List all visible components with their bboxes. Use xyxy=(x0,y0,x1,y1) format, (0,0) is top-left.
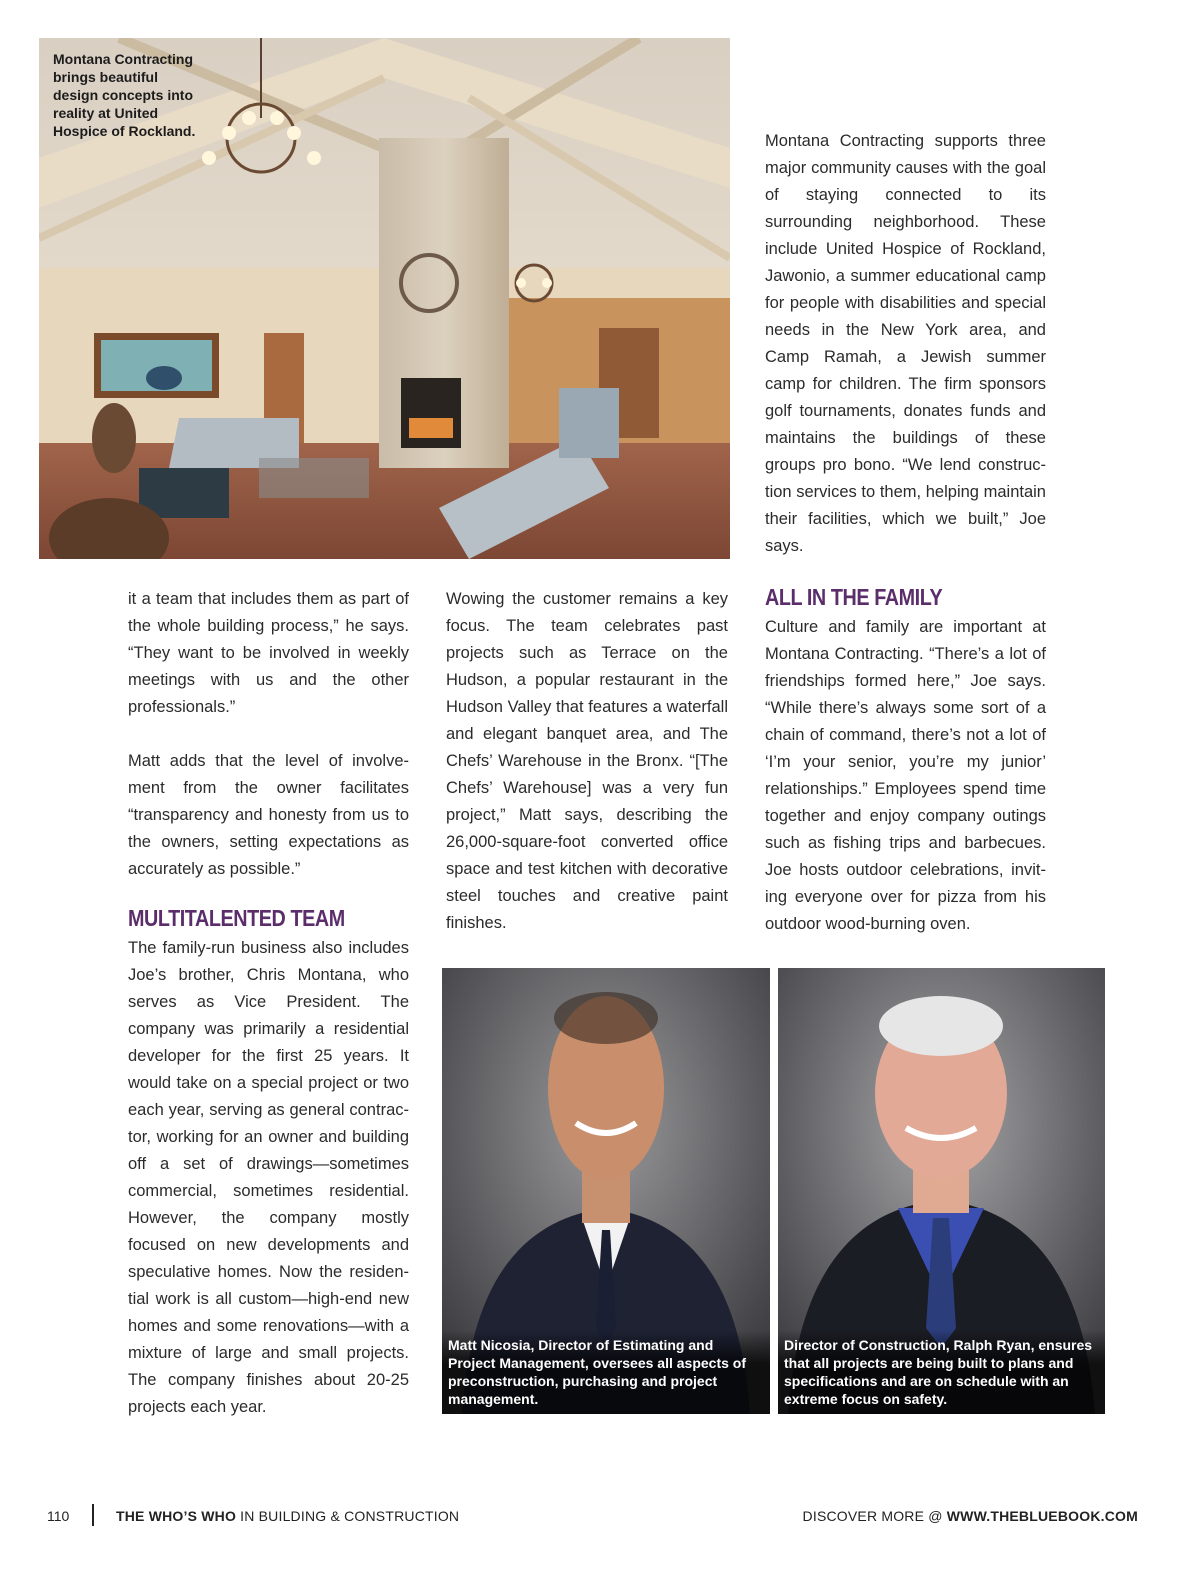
page-footer xyxy=(0,1500,1200,1532)
left-column xyxy=(128,586,409,1421)
all-in-the-family-heading: ALL IN THE FAMILY xyxy=(765,584,943,610)
middle-column xyxy=(446,586,728,937)
portrait-ralph-caption: Director of Construction, Ralph Ryan, ensures that all projects are being built to plans and specifications and are on schedule with an extreme focus on safety. xyxy=(778,1330,1105,1414)
right-column xyxy=(765,582,1046,938)
multitalented-team-heading: MULTITALENTED TEAM xyxy=(128,905,345,931)
publication-title xyxy=(116,1508,459,1524)
right-top-column xyxy=(765,128,1046,560)
discover-more-label: DISCOVER MORE @ xyxy=(802,1508,947,1524)
portrait-matt-nicosia xyxy=(442,968,770,1414)
left-paragraph-2: Matt adds that the level of involvement from the owner facilitates “transparency and honesty from us to the owners, setting expectations as accurately as possible.” xyxy=(128,752,409,878)
portrait-matt-caption: Matt Nicosia, Director of Estimating and Project Management, oversees all aspects of preconstruction, purchasing and project management. xyxy=(442,1330,770,1414)
lobby-photo xyxy=(39,38,730,559)
lobby-photo-caption: Montana Contracting brings beautiful design concepts into reality at United Hospice of Rockland. xyxy=(53,51,196,139)
portrait-ralph-ryan xyxy=(778,968,1105,1414)
middle-paragraph-1: Wowing the customer remains a key focus. The team celebrates past projects such as Terrace on the Hudson, a popular restaurant in the Hudson Valley that features a waterfall and elegant banquet area, and The Chefs’ Warehouse in the Bronx. “[The Chefs’ Warehouse] was a very fun project,” Matt says, describing the 26,000-square-foot converted office space and test kitchen with decorative steel touches and creative paint finishes. xyxy=(446,590,728,932)
publication-title-rest: IN BUILDING & CONSTRUCTION xyxy=(236,1508,460,1524)
left-paragraph-3: The family-run business also includes Joe’s brother, Chris Montana, who serves as Vice President. The company was primarily a residential developer for the first 25 years. It would take on a special project or two each year, serving as general contractor, working for an owner and building off a set of drawings—sometimes commercial, sometimes residential. However, the company mostly focused on new developments and speculative homes. Now the residential work is all custom—high-end new homes and some renovations—with a mixture of large and small projects. The company finishes about 20-25 projects each year. xyxy=(128,939,409,1416)
discover-more xyxy=(803,1508,1138,1524)
website-link[interactable]: WWW.THEBLUEBOOK.COM xyxy=(946,1508,1138,1524)
community-causes-paragraph: Montana Contracting supports three major community causes with the goal of staying connected to its surrounding neighborhood. These include United Hospice of Rockland, Jawonio, a summer educational camp for people with disabilities and special needs in the New York area, and Camp Ramah, a Jewish summer camp for children. The firm sponsors golf tournaments, donates funds and maintains the buildings of these groups pro bono. “We lend construction services to them, helping maintain their facilities, which we built,” Joe says. xyxy=(765,132,1046,555)
publication-title-bold: THE WHO’S WHO xyxy=(116,1508,237,1524)
footer-divider xyxy=(92,1504,94,1526)
left-paragraph-1: it a team that includes them as part of the whole building process,” he says. “They want to be involved in weekly meetings with us and the other professionals.” xyxy=(128,590,409,716)
page-number: 110 xyxy=(47,1508,70,1524)
right-paragraph-1: Culture and family are important at Montana Contracting. “There’s a lot of friendships formed here,” Joe says. “While there’s always some sort of a chain of command, there’s not a lot of ‘I’m your senior, you’re my junior’ relationships.” Employees spend time together and enjoy company outings such as fishing trips and barbecues. Joe hosts outdoor celebrations, inviting everyone over for pizza from his outdoor wood-burning oven. xyxy=(765,618,1046,933)
